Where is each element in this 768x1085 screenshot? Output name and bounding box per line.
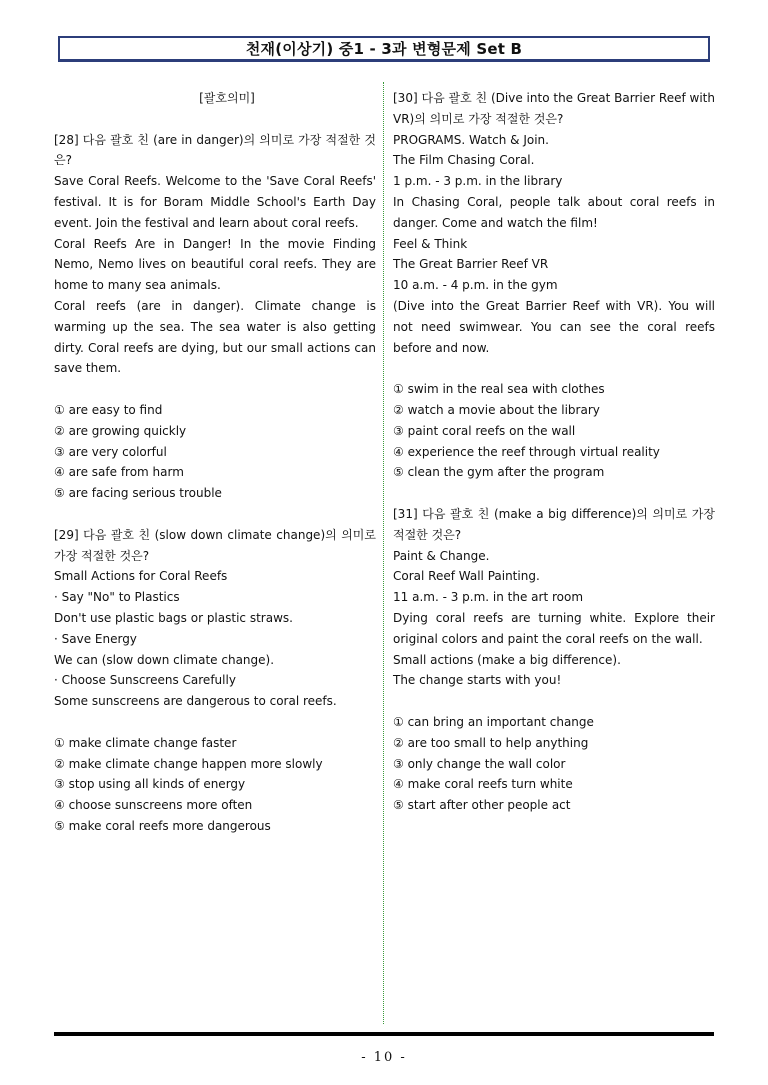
passage-line: PROGRAMS. Watch & Join. — [393, 132, 549, 147]
left-column — [54, 88, 376, 837]
passage-line: The change starts with you! — [393, 673, 562, 688]
passage-paragraph: Save Coral Reefs. Welcome to the 'Save Coral Reefs' festival. It is for Boram Middle School's Earth Day event. Join the festival and learn about coral reefs. — [54, 174, 376, 230]
question-31 — [393, 504, 715, 816]
answer-option[interactable]: ⑤ are facing serious trouble — [54, 486, 222, 501]
section-label: [괄호의미] — [199, 91, 255, 105]
passage-line: Small Actions for Coral Reefs — [54, 569, 228, 584]
column-divider — [383, 82, 384, 1024]
answer-option[interactable]: ③ stop using all kinds of energy — [54, 777, 246, 792]
answer-option[interactable]: ① are easy to find — [54, 402, 163, 417]
passage-line: Feel & Think — [393, 236, 468, 251]
answer-option[interactable]: ③ paint coral reefs on the wall — [393, 423, 576, 438]
right-column — [393, 88, 715, 816]
passage-paragraph: Coral Reefs Are in Danger! In the movie Finding Nemo, Nemo lives on beautiful coral reefs. They are home to many sea animals. — [54, 236, 376, 293]
passage-line: Some sunscreens are dangerous to coral reefs. — [54, 694, 337, 709]
answer-option[interactable]: ① make climate change faster — [54, 735, 237, 750]
answer-option[interactable]: ④ are safe from harm — [54, 465, 184, 480]
question-stem: [28] 다음 괄호 친 (are in danger)의 의미로 가장 적절한 것은? — [54, 132, 376, 168]
passage-line: Paint & Change. — [393, 548, 490, 563]
answer-option[interactable]: ① can bring an important change — [393, 714, 594, 729]
passage-line: · Save Energy — [54, 631, 137, 646]
passage-line: 10 a.m. - 4 p.m. in the gym — [393, 278, 558, 293]
question-30 — [393, 88, 715, 483]
question-stem: [29] 다음 괄호 친 (slow down climate change)의 의미로 가장 적절한 것은? — [54, 527, 376, 563]
answer-option[interactable]: ② make climate change happen more slowly — [54, 756, 323, 771]
question-28 — [54, 130, 376, 504]
passage-line: 11 a.m. - 3 p.m. in the art room — [393, 590, 584, 605]
passage-line: The Film Chasing Coral. — [393, 153, 535, 168]
answer-option[interactable]: ⑤ start after other people act — [393, 798, 571, 813]
page-header — [58, 36, 710, 62]
passage-line: Don't use plastic bags or plastic straws. — [54, 610, 293, 625]
passage-line: Small actions (make a big difference). — [393, 652, 621, 667]
answer-option[interactable]: ② watch a movie about the library — [393, 402, 600, 417]
question-stem: [30] 다음 괄호 친 (Dive into the Great Barrier Reef with VR)의 의미로 가장 적절한 것은? — [393, 91, 715, 126]
passage-paragraph: Coral reefs (are in danger). Climate change is warming up the sea. The sea water is also getting dirty. Coral reefs are dying, but our small actions can save them. — [54, 298, 376, 376]
passage-line: We can (slow down climate change). — [54, 652, 275, 667]
passage-line: · Choose Sunscreens Carefully — [54, 673, 236, 688]
passage-line: · Say "No" to Plastics — [54, 590, 180, 605]
passage-line: Coral Reef Wall Painting. — [393, 569, 540, 584]
page-title: 천재(이상기) 중1 - 3과 변형문제 Set B — [245, 40, 523, 58]
answer-option[interactable]: ② are growing quickly — [54, 423, 187, 438]
passage-line: (Dive into the Great Barrier Reef with VR). You will not need swimwear. You can see the coral reefs before and now. — [393, 298, 715, 355]
passage-line: The Great Barrier Reef VR — [393, 257, 549, 272]
answer-option[interactable]: ② are too small to help anything — [393, 735, 589, 750]
answer-option[interactable]: ③ are very colorful — [54, 444, 167, 459]
question-stem: [31] 다음 괄호 친 (make a big difference)의 의미로 가장 적절한 것은? — [393, 506, 715, 542]
passage-line: Dying coral reefs are turning white. Explore their original colors and paint the coral reefs on the wall. — [393, 610, 715, 646]
passage-line: In Chasing Coral, people talk about coral reefs in danger. Come and watch the film! — [393, 194, 715, 230]
answer-option[interactable]: ⑤ clean the gym after the program — [393, 465, 605, 480]
page-number: - 10 - — [361, 1050, 407, 1065]
question-29 — [54, 525, 376, 837]
footer-rule — [54, 1032, 714, 1036]
answer-option[interactable]: ③ only change the wall color — [393, 756, 566, 771]
passage-line: 1 p.m. - 3 p.m. in the library — [393, 174, 563, 189]
answer-option[interactable]: ① swim in the real sea with clothes — [393, 382, 605, 397]
answer-option[interactable]: ④ make coral reefs turn white — [393, 777, 573, 792]
answer-option[interactable]: ④ experience the reef through virtual reality — [393, 444, 660, 459]
answer-option[interactable]: ⑤ make coral reefs more dangerous — [54, 818, 271, 833]
answer-option[interactable]: ④ choose sunscreens more often — [54, 798, 253, 813]
